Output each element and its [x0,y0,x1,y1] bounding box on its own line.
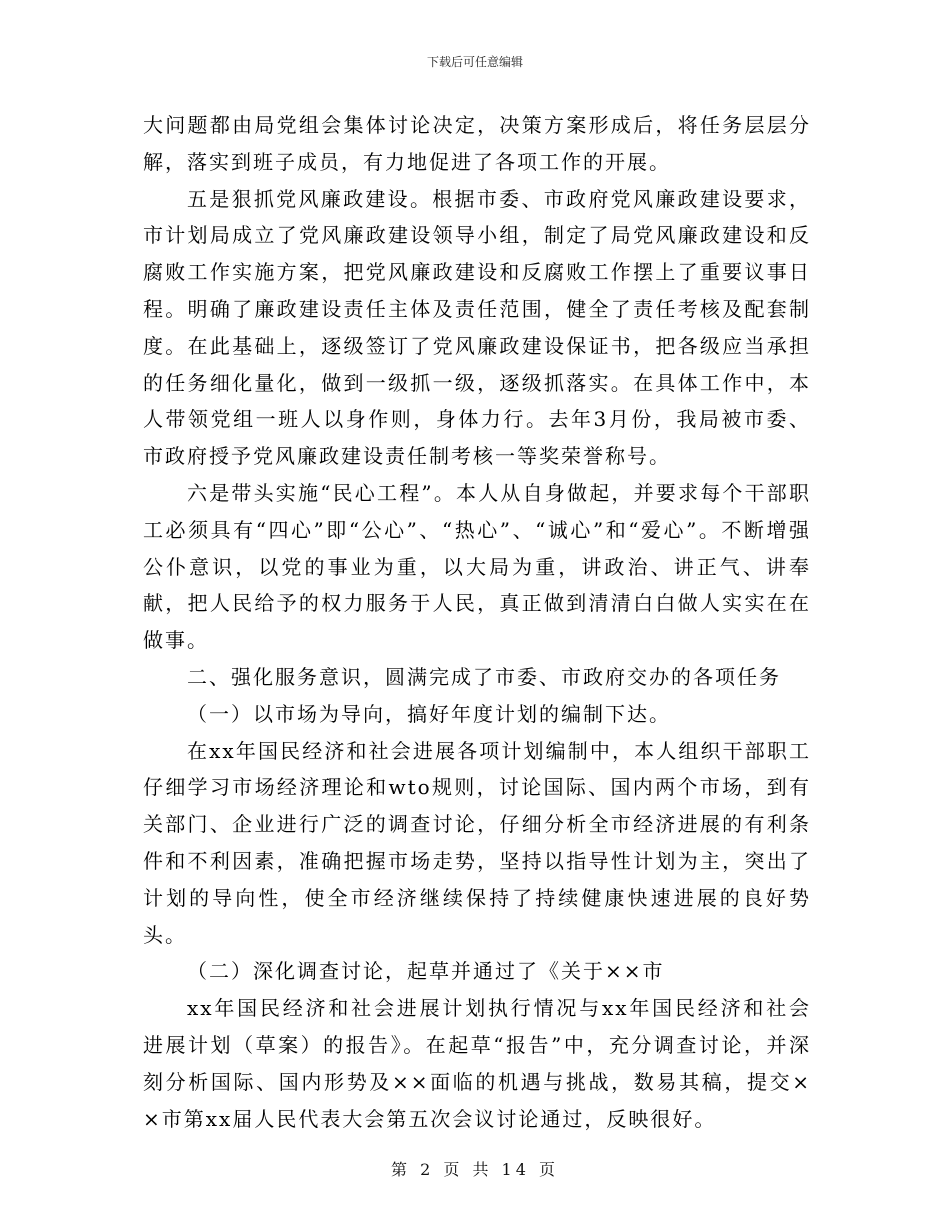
subsection-heading-research: （二）深化调查讨论，起草并通过了《关于××市 [187,959,665,984]
paragraph-continuation: 大问题都由局党组会集体讨论决定，决策方案形成后，将任务层层分解，落实到班子成员，有力地促进了各项工作的开展。 [143,113,811,174]
document-body [143,107,811,1137]
paragraph-report: xx年国民经济和社会进展计划执行情况与xx年国民经济和社会进展计划（草案）的报告》。在起草“报告”中，充分调查讨论，并深刻分析国际、国内形势及××面临的机遇与挑战，数易其稿，提交××市第xx届人民代表大会第五次会议讨论通过，反映很好。 [143,996,811,1131]
paragraph-annual-plan: 在xx年国民经济和社会进展各项计划编制中，本人组织干部职工仔细学习市场经济理论和wto规则，讨论国际、国内两个市场，到有关部门、企业进行广泛的调查讨论，仔细分析全市经济进展的有利条件和不利因素，准确把握市场走势，坚持以指导性计划为主，突出了计划的导向性，使全市经济继续保持了持续健康快速进展的良好势头。 [143,738,811,947]
paragraph-people-project: 六是带头实施“民心工程”。本人从自身做起，并要求每个干部职工必须具有“四心”即“公心”、“热心”、“诚心”和“爱心”。不断增强公仆意识，以党的事业为重，以大局为重，讲政治、讲正气、讲奉献，把人民给予的权力服务于人民，真正做到清清白白做人实实在在做事。 [143,480,811,653]
paragraph-party-discipline: 五是狠抓党风廉政建设。根据市委、市政府党风廉政建设要求，市计划局成立了党风廉政建设领导小组，制定了局党风廉政建设和反腐败工作实施方案，把党风廉政建设和反腐败工作摆上了重要议事日程。明确了廉政建设责任主体及责任范围，健全了责任考核及配套制度。在此基础上，逐级签订了党风廉政建设保证书，把各级应当承担的任务细化量化，做到一级抓一级，逐级抓落实。在具体工作中，本人带领党组一班人以身作则，身体力行。去年3月份，我局被市委、市政府授予党风廉政建设责任制考核一等奖荣誉称号。 [143,186,811,469]
subsection-heading-market: （一）以市场为导向，搞好年度计划的编制下达。 [187,701,671,726]
page-header-note: 下载后可任意编辑 [426,55,523,69]
section-heading-service: 二、强化服务意识，圆满完成了市委、市政府交办的各项任务 [187,664,781,689]
page-number-footer: 第 2 页 共 14 页 [391,1160,559,1179]
